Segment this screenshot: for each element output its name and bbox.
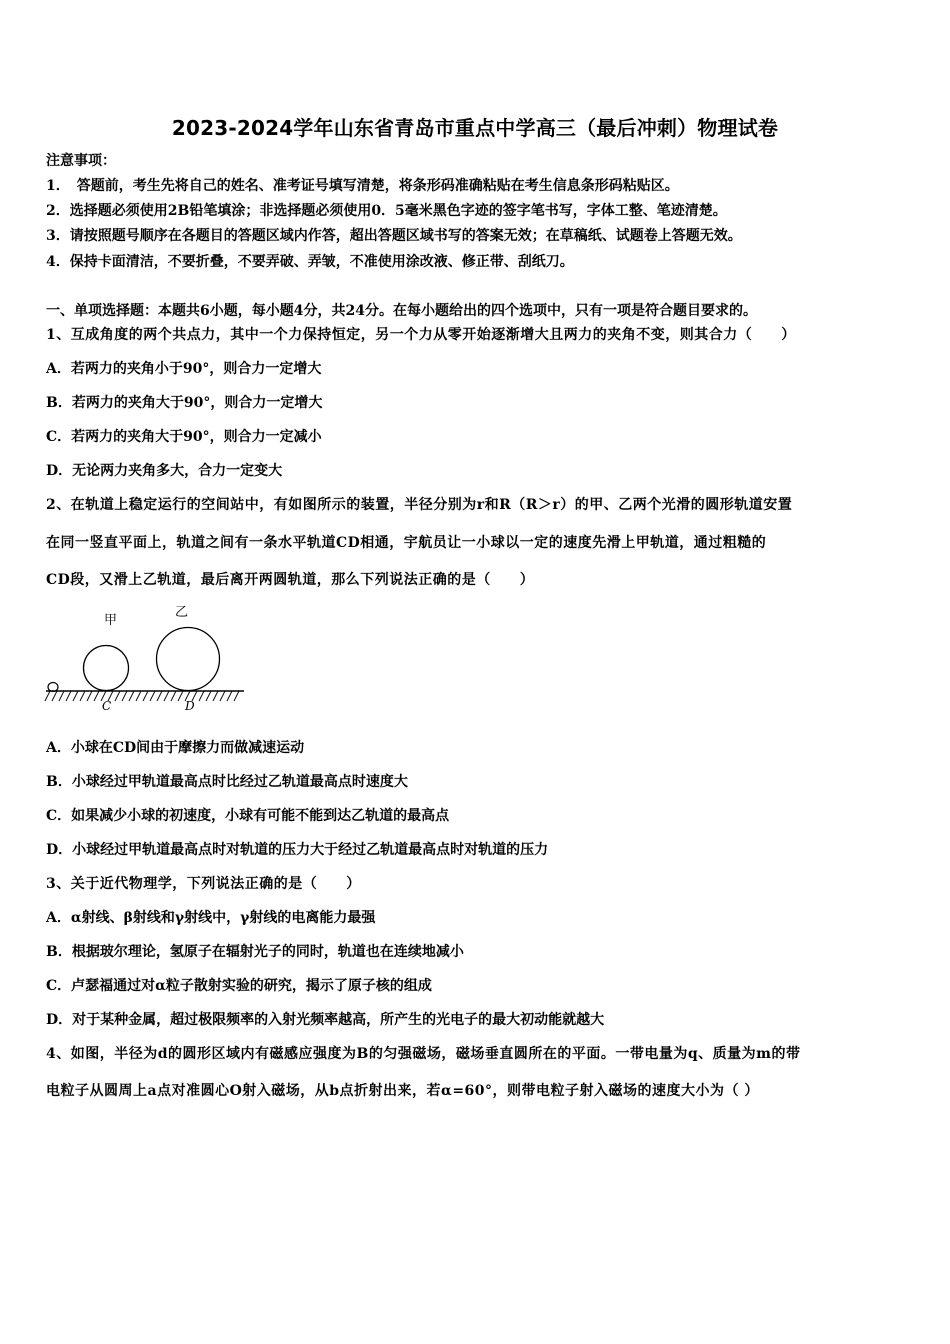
question-2-stem-line: 2、在轨道上稳定运行的空间站中，有如图所示的装置，半径分别为r和R（R＞r）的甲、乙两个光滑的圆形轨道安置 bbox=[46, 497, 793, 513]
question-2-option-d: D．小球经过甲轨道最高点时对轨道的压力大于经过乙轨道最高点时对轨道的压力 bbox=[46, 842, 549, 858]
question-3-option-c: C．卢瑟福通过对α粒子散射实验的研究，揭示了原子核的组成 bbox=[46, 978, 432, 994]
notice-heading: 注意事项： bbox=[46, 153, 116, 169]
page-title: 2023-2024学年山东省青岛市重点中学高三（最后冲刺）物理试卷 bbox=[171, 116, 779, 140]
notice-item: 2．选择题必须使用2B铅笔填涂；非选择题必须使用0．5毫米黑色字迹的签字笔书写，字体工整、笔迹清楚。 bbox=[46, 203, 727, 219]
label-d: D bbox=[185, 699, 195, 713]
large-circular-track bbox=[157, 628, 220, 691]
question-4-stem-line: 电粒子从圆周上a点对准圆心O射入磁场，从b点折射出来，若α=60°，则带电粒子射入磁场的速度大小为（ ） bbox=[46, 1083, 759, 1099]
notice-item: 1． 答题前，考生先将自己的姓名、准考证号填写清楚，将条形码准确粘贴在考生信息条形码粘贴区。 bbox=[46, 178, 679, 194]
notice-item: 4．保持卡面清洁，不要折叠，不要弄破、弄皱，不准使用涂改液、修正带、刮纸刀。 bbox=[46, 254, 574, 270]
question-3-option-d: D．对于某种金属，超过极限频率的入射光频率越高，所产生的光电子的最大初动能就越大 bbox=[46, 1012, 605, 1028]
label-jia: 甲 bbox=[104, 613, 118, 628]
question-3-stem: 3、关于近代物理学，下列说法正确的是（ ） bbox=[46, 876, 361, 892]
question-2-stem-line: 在同一竖直平面上，轨道之间有一条水平轨道CD相通，宇航员让一小球以一定的速度先滑上甲轨道，通过粗糙的 bbox=[46, 535, 767, 551]
question-1-option-b: B．若两力的夹角大于90°，则合力一定增大 bbox=[46, 395, 323, 411]
question-3-option-a: A．α射线、β射线和γ射线中，γ射线的电离能力最强 bbox=[46, 910, 376, 926]
label-c: C bbox=[102, 699, 112, 713]
question-1-stem: 1、互成角度的两个共点力，其中一个力保持恒定，另一个力从零开始逐渐增大且两力的夹角不变，则其合力（ ） bbox=[46, 327, 796, 343]
question-1-option-a: A．若两力的夹角小于90°，则合力一定增大 bbox=[46, 361, 322, 377]
section-heading: 一、单项选择题：本题共6小题，每小题4分，共24分。在每小题给出的四个选项中，只有一项是符合题目要求的。 bbox=[46, 303, 757, 319]
ground-hatching bbox=[45, 691, 239, 701]
question-2-option-b: B．小球经过甲轨道最高点时比经过乙轨道最高点时速度大 bbox=[46, 774, 408, 790]
small-ball bbox=[48, 683, 58, 692]
question-2-option-c: C．如果减少小球的初速度，小球有可能不能到达乙轨道的最高点 bbox=[46, 808, 450, 824]
label-yi: 乙 bbox=[175, 605, 189, 620]
question-3-option-b: B．根据玻尔理论，氢原子在辐射光子的同时，轨道也在连续地减小 bbox=[46, 944, 464, 960]
small-circular-track bbox=[84, 646, 129, 691]
question-2-option-a: A．小球在CD间由于摩擦力而做减速运动 bbox=[46, 740, 305, 756]
question-2-stem-line: CD段，又滑上乙轨道，最后离开两圆轨道，那么下列说法正确的是（ ） bbox=[46, 572, 535, 588]
question-1-option-c: C．若两力的夹角大于90°，则合力一定减小 bbox=[46, 429, 322, 445]
track-diagram bbox=[44, 600, 254, 718]
notice-item: 3．请按照题号顺序在各题目的答题区域内作答，超出答题区域书写的答案无效；在草稿纸、试题卷上答题无效。 bbox=[46, 228, 742, 244]
question-1-option-d: D．无论两力夹角多大，合力一定变大 bbox=[46, 463, 283, 479]
question-4-stem-line: 4、如图，半径为d的圆形区域内有磁感应强度为B的匀强磁场，磁场垂直圆所在的平面。一带电量为q、质量为m的带 bbox=[46, 1046, 801, 1062]
